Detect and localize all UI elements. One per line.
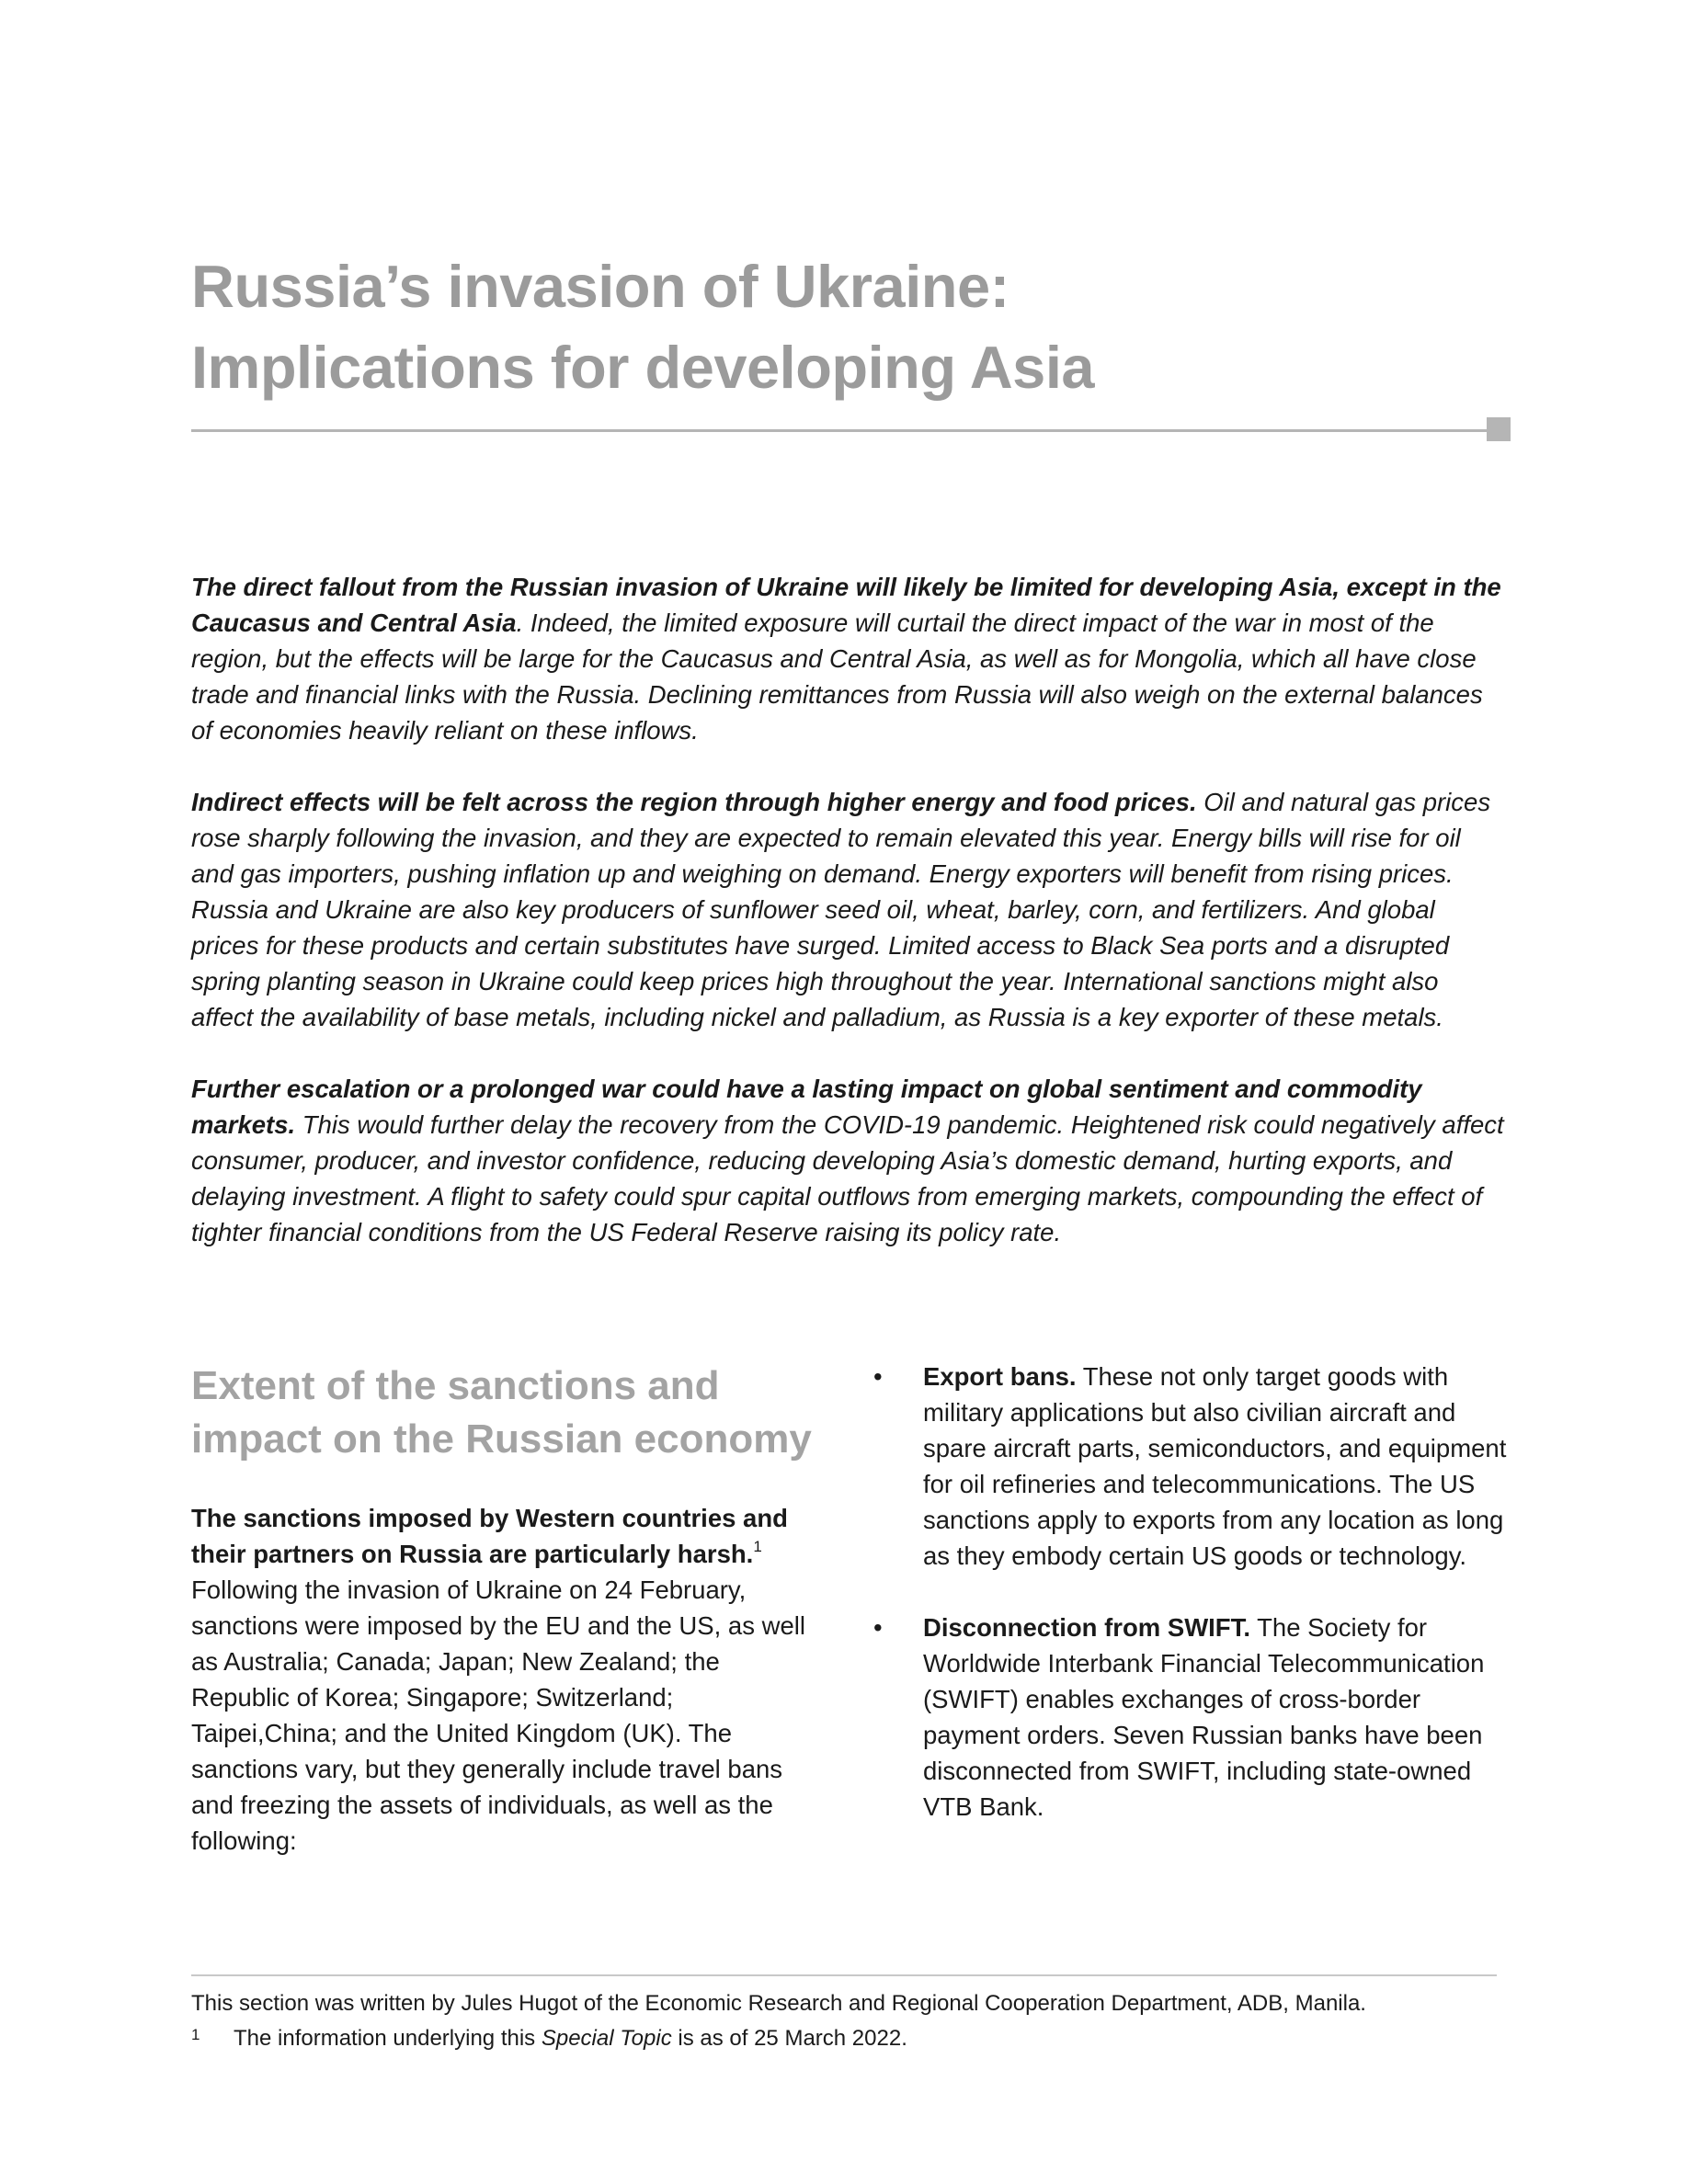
summary-paragraph-2 [191,784,1506,1035]
title-divider [191,429,1488,432]
footnote-number: 1 [191,2026,200,2043]
summary-text-3: This would further delay the recovery from the COVID-19 pandemic. Heightened risk could negatively affect consumer, producer, and investor confidence, reducing developing Asia’s domestic demand, hurting exports, and delaying investment. A flight to safety could spur capital outflows from emerging markets, compounding the effect of tighter financial conditions from the US Federal Reserve raising its policy rate. [191,1110,1504,1246]
page-title [191,246,1478,408]
list-item-lead: Export bans. [923,1362,1077,1391]
summary-paragraph-1 [191,569,1506,748]
bullet-icon: • [873,1362,883,1391]
section-text: Following the invasion of Ukraine on 24 February, sanctions were imposed by the EU and the US, as well as Australia; Canada; Japan; New Zealand; the Republic of Korea; Singapore; Switzerland; Taipei,China; and the United Kingdom (UK). The sanctions vary, but they generally include travel bans and freezing the assets of individuals, as well as the following: [191,1575,805,1855]
footnote-reference[interactable]: 1 [753,1537,762,1555]
section-heading-line-2: impact on the Russian economy [191,1416,812,1462]
title-divider-marker [1487,417,1511,441]
section-heading [191,1359,835,1466]
page-title-line-1: Russia’s invasion of Ukraine: [191,253,1009,320]
list-item [873,1610,1508,1825]
list-item-text: The Society for Worldwide Interbank Financial Telecommunication (SWIFT) enables exchanges of cross-border payment orders. Seven Russian banks have been disconnected from SWIFT, including state-owned VTB Bank. [923,1613,1485,1821]
section-body [191,1500,816,1859]
footnote [191,2022,1497,2055]
list-item [873,1359,1508,1574]
footnote-text-before: The information underlying this [234,2026,542,2051]
section-lead: The sanctions imposed by Western countries and their partners on Russia are particularly harsh. [191,1504,788,1568]
footnote-text-after: is as of 25 March 2022. [671,2026,907,2051]
summary-lead-1: The direct fallout from the Russian invasion of Ukraine will likely be limited for developing Asia, except in the Caucasus and Central Asia [191,573,1501,637]
author-note: This section was written by Jules Hugot of the Economic Research and Regional Cooperation Department, ADB, Manila. [191,1991,1366,2016]
section-heading-line-1: Extent of the sanctions and [191,1363,720,1408]
summary-lead-3: Further escalation or a prolonged war could have a lasting impact on global sentiment and commodity markets. [191,1075,1422,1139]
sanctions-list [873,1359,1508,1860]
page-title-line-2: Implications for developing Asia [191,334,1095,401]
list-item-text: These not only target goods with military applications but also civilian aircraft and spare aircraft parts, semiconductors, and equipment for oil refineries and telecommunications. The US sanctions apply to exports from any location as long as they embody certain US goods or technology. [923,1362,1507,1570]
summary-lead-2: Indirect effects will be felt across the region through higher energy and food prices. [191,788,1197,816]
summary-paragraph-3 [191,1071,1506,1250]
footnote-text-italic: Special Topic [541,2026,672,2051]
summary-text-1: . Indeed, the limited exposure will curtail the direct impact of the war in most of the region, but the effects will be large for the Caucasus and Central Asia, as well as for Mongolia, which all have close trade and financial links with the Russia. Declining remittances from Russia will also weigh on the external balances of economies heavily reliant on these inflows. [191,609,1483,745]
list-item-lead: Disconnection from SWIFT. [923,1613,1250,1642]
bullet-icon: • [873,1613,883,1642]
summary-text-2: Oil and natural gas prices rose sharply following the invasion, and they are expected to remain elevated this year. Energy bills will rise for oil and gas importers, pushing inflation up and weighing on demand. Energy exporters will benefit from rising prices. Russia and Ukraine are also key producers of sunflower seed oil, wheat, barley, corn, and fertilizers. And global prices for these products and certain substitutes have surged. Limited access to Black Sea ports and a disrupted spring planting season in Ukraine could keep prices high throughout the year. International sanctions might also affect the availability of base metals, including nickel and palladium, as Russia is a key exporter of these metals. [191,788,1491,1031]
footer-divider [191,1974,1497,1976]
